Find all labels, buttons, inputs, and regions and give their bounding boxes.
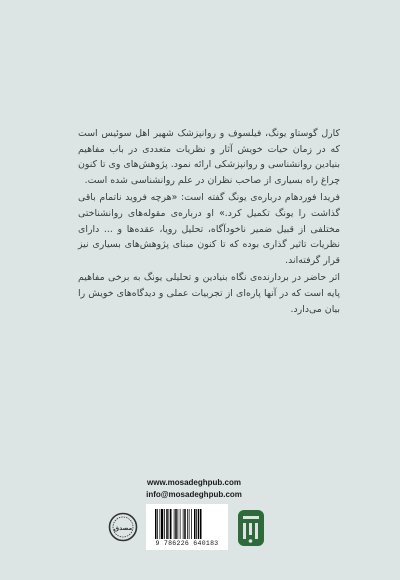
email-address: info@mosadeghpub.com bbox=[146, 490, 242, 499]
paragraph-1: کارل گوستاو یونگ، فیلسوف و روانپزشک شهیر اهل سوئیس است که در زمان حیات خویش آثار و نظریات متعددی در باب مفاهیم بنیادین روانشناسی و روانپزشکی ارائه نمود. پژوهش‌های وی تا کنون چراغ راه بسیاری از صاحب نظران در علم روانشناسی شده است. bbox=[78, 128, 340, 186]
paragraph-3: اثر حاضر در بردارنده‌ی نگاه بنیادین و تحلیلی یونگ به برخی مفاهیم پایه است که در آنها پاره‌ای از تجربیات عملی و دیدگاه‌های خویش را بیان می‌دارد. bbox=[78, 272, 340, 315]
publisher-seal-icon bbox=[108, 512, 138, 542]
paragraph-2: فریدا فوردهام درباره‌ی یونگ گفته است: «هرچه فروید ناتمام باقی گذاشت را یونگ تکمیل کرد.» او درباره‌ی مقوله‌های روانشناختی مختلفی از قبیل ضمیر ناخودآگاه، تحلیل رویا، عقده‌ها و ... دارای نظریات تاثیر گذاری بوده که تا کنون مبنای پژوهش‌های بسیاری نیز قرار گرفته‌اند. bbox=[78, 192, 340, 266]
barcode-icon bbox=[154, 509, 220, 539]
website-url: www.mosadeghpub.com bbox=[147, 478, 241, 487]
seal-text: مصدق bbox=[113, 525, 133, 532]
description-text bbox=[78, 126, 340, 319]
isbn-number: 9 786226 640183 bbox=[155, 540, 219, 547]
publisher-logo bbox=[236, 508, 266, 548]
isbn-barcode bbox=[146, 504, 228, 550]
